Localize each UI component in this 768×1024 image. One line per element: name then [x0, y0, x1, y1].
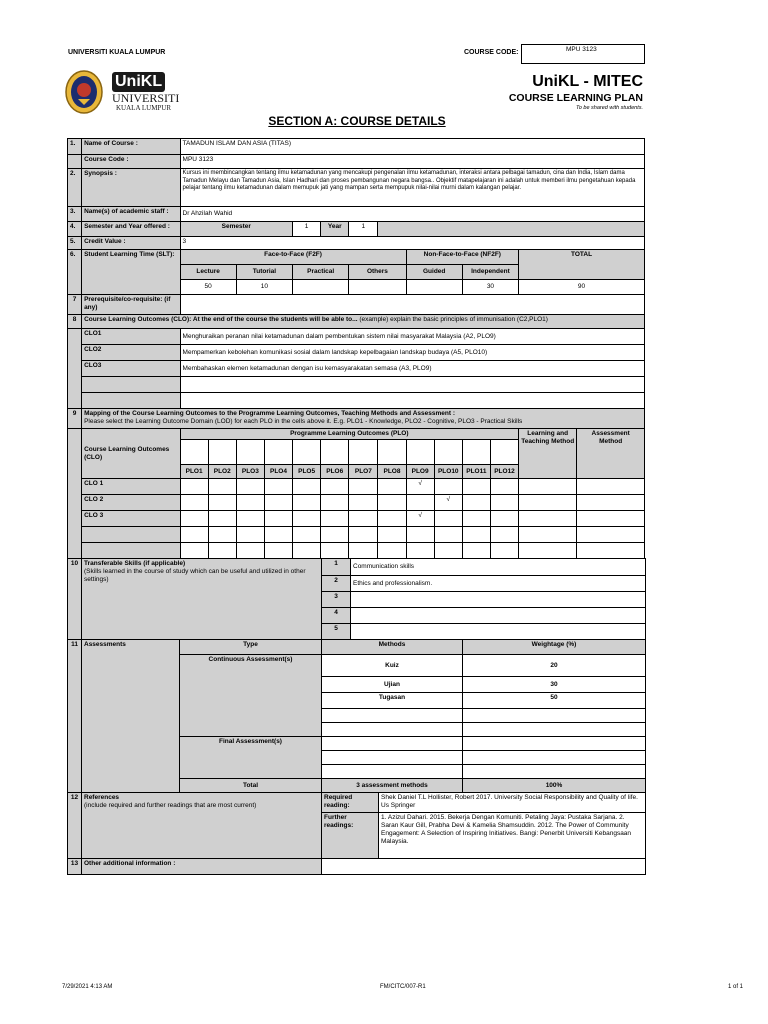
assessment-method-header: Assessment Method [577, 429, 645, 479]
other-info-label: Other additional information : [82, 859, 322, 875]
assessment-total-weight: 100% [463, 779, 646, 793]
plo3-header: PLO3 [236, 465, 264, 479]
semester-value: 1 [293, 222, 321, 237]
clo2-label: CLO2 [82, 345, 180, 361]
skill-3-number: 3 [322, 592, 351, 608]
prerequisite-label: Prerequisite/co-requisite: (if any) [82, 295, 180, 315]
footer-date: 7/29/2021 4:13 AM [62, 984, 113, 990]
academic-staff-label: Name(s) of academic staff : [82, 207, 180, 222]
course-code-label: COURSE CODE: [464, 49, 519, 56]
row-6-number: 6. [68, 250, 82, 295]
slt-col-independent: Independent [462, 265, 518, 280]
mapping-clo1-label: CLO 1 [82, 479, 180, 495]
course-code-box [521, 44, 645, 64]
course-code-value: MPU 3123 [566, 46, 597, 53]
nf2f-header: Non-Face-to-Face (NF2F) [406, 250, 519, 265]
mapping-clo-header: Course Learning Outcomes (CLO) [82, 429, 180, 479]
credit-value: 3 [180, 237, 644, 250]
row-11-number: 11 [68, 640, 82, 793]
references-label: References (include required and further readings that are most current) [82, 793, 322, 859]
assessment-total-methods: 3 assessment methods [322, 779, 463, 793]
method-ujian: Ujian [322, 677, 463, 693]
slt-col-others: Others [349, 265, 406, 280]
further-reading-text: 1. Azizul Dahari. 2015. Bekerja Dengan Komuniti. Petaling Jaya: Pustaka Sarjana. 2. Saran Kaur Gill, Prabha Devi & Kamelia Shamsuddin. 2012. The Power of Community Engagement: A Selection of Inspiring Initiatives. Bangi: Penerbit Universiti Kebangsaan Malaysia. [379, 813, 646, 859]
row-9-number: 9 [68, 409, 82, 429]
skill-5-number: 5 [322, 624, 351, 640]
skill-5-text [351, 624, 646, 640]
skill-2-number: 2 [322, 576, 351, 592]
method-kuiz: Kuiz [322, 655, 463, 677]
logo-universiti: UNIVERSITI [112, 91, 180, 105]
continuous-assessment-label: Continuous Assessment(s) [180, 655, 322, 737]
slt-val-total: 90 [519, 280, 645, 295]
unikl-logo: UniKL [112, 72, 174, 94]
clo3-label: CLO3 [82, 361, 180, 377]
slt-col-lecture: Lecture [180, 265, 236, 280]
section-title: SECTION A: COURSE DETAILS [268, 114, 446, 128]
course-name-value: TAMADUN ISLAM DAN ASIA (TITAS) [180, 139, 644, 155]
row-4-number: 4. [68, 222, 82, 237]
clo-header: Course Learning Outcomes (CLO): At the end of the course the students will be able to... (example) explain the basic principles of immunisation (C2,PLO1) [82, 315, 645, 329]
plo9-header: PLO9 [406, 465, 434, 479]
course-name-label: Name of Course : [82, 139, 180, 155]
slt-label: Student Learning Time (SLT): [82, 250, 180, 295]
year-label: Year [321, 222, 349, 237]
course-details-form [67, 138, 646, 875]
weight-kuiz: 20 [463, 655, 646, 677]
learning-teaching-method-header: Learning and Teaching Method [519, 429, 577, 479]
prerequisite-value [180, 295, 644, 315]
synopsis-text: Kursus ini membincangkan tentang ilmu ketamadunan yang mencakupi pengenalan ilmu ketamadunan, interaksi antara pelbagai tamadun, cina dan India, Islam dama Tamadun Melayu dan Tamadun Asia, Islan Hadhari dan proses pembangunan negara bangsa.. Objektif matapelajaran ini adalah untuk memberi ilmu pengetahuan kepada pelajar tentang ilmu ketamadunan dalam memupuk jati yang mampan serta mempupuk nilai-nilai murni dalam kalangan pelajar. [180, 169, 644, 207]
university-name: UNIVERSITI KUALA LUMPUR [68, 49, 166, 56]
plo2-header: PLO2 [208, 465, 236, 479]
tick-clo3-plo9: √ [406, 511, 434, 527]
method-tugasan: Tugasan [322, 693, 463, 709]
clo3-text: Membahaskan elemen ketamadunan dengan isu kemasyarakatan semasa (A3, PLO9) [180, 361, 644, 377]
plo-header: Programme Learning Outcomes (PLO) [180, 429, 519, 440]
row-5-number: 5. [68, 237, 82, 250]
page-title: UniKL - MITEC [532, 73, 643, 90]
final-assessment-label: Final Assessment(s) [180, 737, 322, 779]
skill-1-text: Communication skills [351, 559, 646, 576]
plo4-header: PLO4 [264, 465, 292, 479]
semester-label: Semester [180, 222, 293, 237]
skill-2-text: Ethics and professionalism. [351, 576, 646, 592]
mapping-clo3-label: CLO 3 [82, 511, 180, 527]
footer-form-code: FM/CITC/007-R1 [380, 984, 426, 990]
row-7-number: 7 [68, 295, 82, 315]
clo1-label: CLO1 [82, 329, 180, 345]
mapping-header: Mapping of the Course Learning Outcomes to the Programme Learning Outcomes, Teaching Methods and Assessment : Please select the Learning Outcome Domain (LOD) for each PLO in the cells above it. E.g. PLO1 - Knowledge, PLO2 - Cognitive, PLO3 - Practical Skills [82, 409, 645, 429]
slt-val-tutorial: 10 [236, 280, 292, 295]
skill-4-number: 4 [322, 608, 351, 624]
page-subtitle: COURSE LEARNING PLAN [508, 92, 643, 104]
slt-col-tutorial: Tutorial [236, 265, 292, 280]
row-1-number: 1. [68, 139, 82, 155]
skill-1-number: 1 [322, 559, 351, 576]
slt-val-guided [406, 280, 462, 295]
academic-staff-value: Dr Ahzilah Wahid [180, 207, 644, 222]
slt-col-practical: Practical [293, 265, 349, 280]
slt-col-guided: Guided [406, 265, 462, 280]
assessment-total-label: Total [180, 779, 322, 793]
skill-3-text [351, 592, 646, 608]
further-reading-label: Further readings: [322, 813, 379, 859]
semester-year-label: Semester and Year offered : [82, 222, 180, 237]
weight-ujian: 30 [463, 677, 646, 693]
university-crest-icon [64, 69, 104, 115]
footer-page-number: 1 of 1 [728, 984, 744, 990]
weight-tugasan: 50 [463, 693, 646, 709]
f2f-header: Face-to-Face (F2F) [180, 250, 406, 265]
row-3-number: 3. [68, 207, 82, 222]
synopsis-label: Synopsis : [82, 169, 180, 207]
assessment-type-header: Type [180, 640, 322, 655]
plo5-header: PLO5 [293, 465, 321, 479]
required-reading-label: Required reading: [322, 793, 379, 813]
plo6-header: PLO6 [321, 465, 349, 479]
required-reading-text: Shek Daniel T.L Hollister, Robert 2017. University Social Responsibility and Quality of life. Us Springer [379, 793, 646, 813]
assessment-weightage-header: Weightage (%) [463, 640, 646, 655]
clo2-text: Mempamerkan kebolehan komunikasi sosial dalam landskap kepelbagaian landskap budaya (A5, PLO10) [180, 345, 644, 361]
slt-val-others [349, 280, 406, 295]
tick-clo1-plo9: √ [406, 479, 434, 495]
clo1-text: Menghuraikan peranan nilai ketamadunan dalam pembentukan sistem nilai masyarakat Malaysia (A2, PLO9) [180, 329, 644, 345]
plo12-header: PLO12 [490, 465, 518, 479]
plo1-header: PLO1 [180, 465, 208, 479]
slt-total-header: TOTAL [519, 250, 645, 280]
other-info-value [322, 859, 646, 875]
row-13-number: 13 [68, 859, 82, 875]
plo8-header: PLO8 [378, 465, 406, 479]
transferable-skills-label: Transferable Skills (if applicable) (Skills learned in the course of study which can be useful and utilized in other settings) [82, 559, 322, 640]
tick-clo2-plo10: √ [434, 495, 462, 511]
mapping-clo2-label: CLO 2 [82, 495, 180, 511]
credit-value-label: Credit Value : [82, 237, 180, 250]
year-value: 1 [349, 222, 378, 237]
slt-val-independent: 30 [462, 280, 518, 295]
row-2-number: 2. [68, 169, 82, 207]
logo-kuala-lumpur: KUALA LUMPUR [116, 104, 172, 112]
row-12-number: 12 [68, 793, 82, 859]
plo11-header: PLO11 [462, 465, 490, 479]
course-code-row-label: Course Code : [82, 155, 180, 169]
course-code-row-value: MPU 3123 [180, 155, 644, 169]
assessment-methods-header: Methods [322, 640, 463, 655]
slt-val-lecture: 50 [180, 280, 236, 295]
row-8-number: 8 [68, 315, 82, 329]
assessments-label: Assessments [82, 640, 180, 793]
plo10-header: PLO10 [434, 465, 462, 479]
plo7-header: PLO7 [349, 465, 378, 479]
row-10-number: 10 [68, 559, 82, 640]
skill-4-text [351, 608, 646, 624]
share-note: To be shared with students. [575, 105, 643, 111]
slt-val-practical [293, 280, 349, 295]
